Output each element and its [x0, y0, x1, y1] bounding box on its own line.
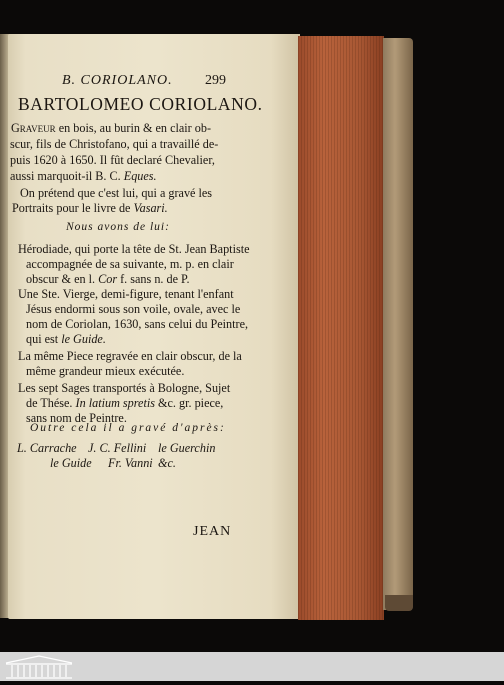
entry-2-line-4-text: qui est [26, 332, 62, 346]
entry-2-le-guide: le Guide. [61, 332, 106, 346]
entry-1-line-2: accompagnée de sa suivante, m. p. en clair [26, 257, 234, 271]
entry-4-line-3: sans nom de Peintre. [26, 411, 127, 425]
intro-line-4-text: aussi marquoit-il B. C. [10, 169, 124, 183]
entry-2-line-2: Jésus endormi sous son voile, ovale, avec le [26, 302, 241, 316]
portraits-line-2-text: Portraits pour le livre de [12, 201, 134, 215]
entry-2-line-3: nom de Coriolan, 1630, sans celui du Peintre, [26, 317, 249, 331]
artist-vanni: Fr. Vanni [108, 456, 153, 470]
running-head: B. CORIOLANO. [62, 73, 173, 88]
page-title: BARTOLOMEO CORIOLANO. [18, 94, 263, 114]
book-cover-edge [383, 38, 413, 610]
intro-line-1-text: en bois, au burin & en clair ob- [55, 121, 212, 135]
intro-line-3: puis 1620 à 1650. Il fût declaré Chevalier, [10, 153, 215, 167]
artist-carrache: L. Carrache [17, 441, 77, 455]
intro-line-1 [11, 121, 211, 136]
artist-etc: &c. [158, 456, 176, 470]
intro-first-word: Graveur [11, 121, 56, 135]
entry-1-cor: Cor [98, 272, 118, 286]
entry-2-line-4 [26, 332, 106, 347]
artist-le-guide: le Guide [50, 456, 92, 470]
page-number: 299 [205, 73, 226, 88]
artist-fellini: J. C. Fellini [88, 441, 147, 455]
entry-4-latin: In latium spretis [75, 396, 155, 410]
intro-line-4 [10, 169, 157, 184]
entry-4-line-2-text: de Thése. [26, 396, 76, 410]
page-block-edges [298, 36, 384, 620]
entry-1-line-3-rest: f. sans n. de P. [117, 272, 190, 286]
entry-3-line-1: La même Piece regravée en clair obscur, de la [18, 349, 242, 363]
subheading: Nous avons de lui: [66, 221, 170, 233]
catchword: JEAN [193, 524, 232, 539]
entry-1-line-3-text: obscur & en l. [26, 272, 99, 286]
entry-1-line-3 [26, 272, 190, 287]
entry-1-line-1: Hérodiade, qui porte la tête de St. Jean Baptiste [18, 242, 250, 256]
portraits-line-2 [12, 201, 168, 216]
intro-line-2: scur, fils de Christofano, qui a travaillé de- [10, 137, 219, 151]
intro-eques: Eques. [123, 169, 157, 183]
library-building-icon[interactable] [4, 654, 74, 680]
portraits-line-1: On prétend que c'est lui, qui a gravé les [20, 186, 213, 200]
entry-2-line-1: Une Ste. Vierge, demi-figure, tenant l'enfant [18, 287, 234, 301]
entry-4-line-1: Les sept Sages transportés à Bologne, Sujet [18, 381, 231, 395]
entry-4-line-2 [26, 396, 223, 411]
entry-4-line-2-rest: &c. gr. piece, [154, 396, 224, 410]
book-cover-corner [385, 595, 413, 611]
entry-3-line-2: même grandeur mieux exécutée. [26, 364, 185, 378]
outre-heading: Outre cela il a gravé d'après: [30, 422, 226, 434]
portraits-vasari: Vasari. [133, 201, 168, 215]
viewer-footer-bar [0, 652, 504, 681]
artist-guerchin: le Guerchin [158, 441, 216, 455]
